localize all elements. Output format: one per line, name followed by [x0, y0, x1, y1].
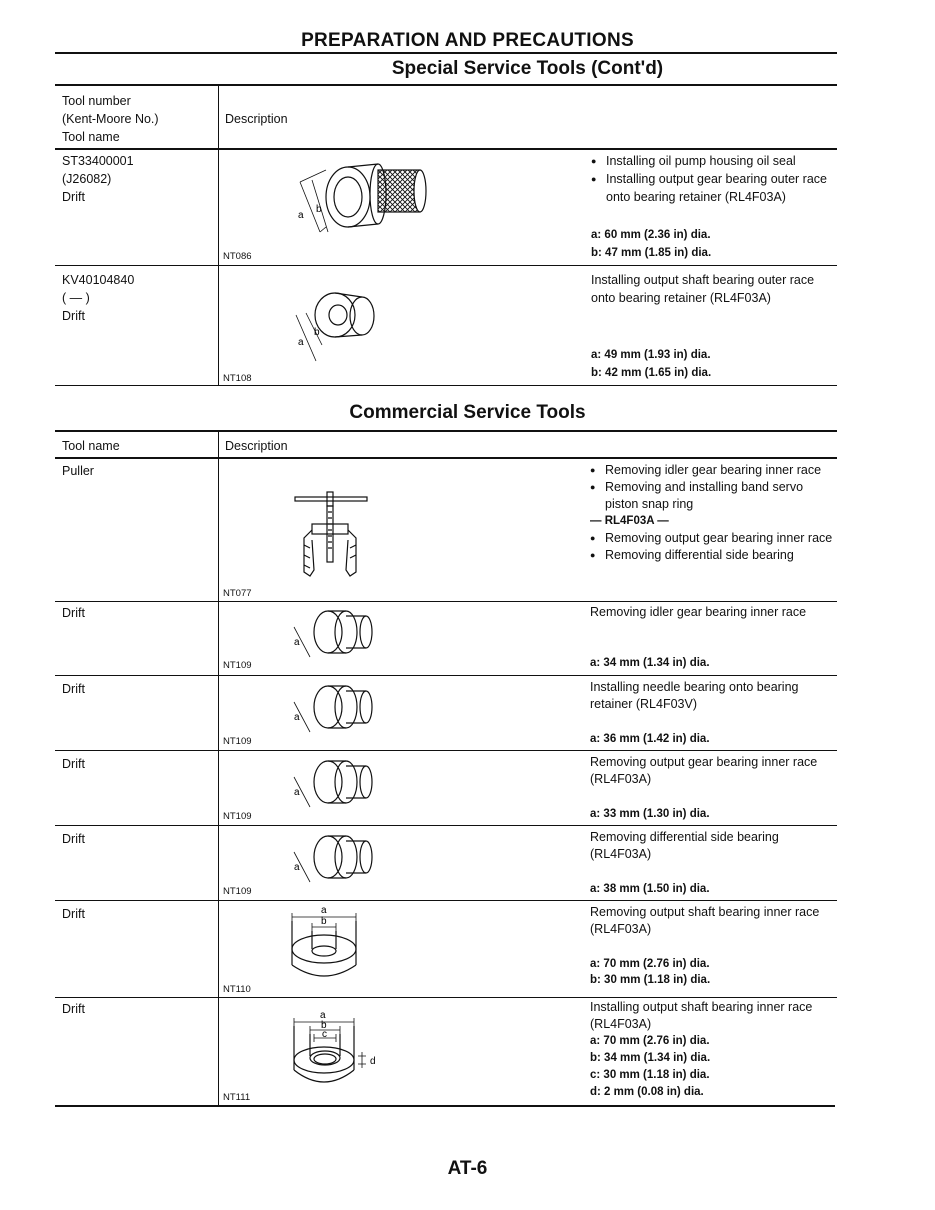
tool-description: Installing needle bearing onto bearing retainer (RL4F03V) [590, 680, 799, 711]
row-rule [55, 997, 837, 998]
title-rule [55, 52, 837, 54]
col-header-description: Description [225, 439, 288, 453]
description-bullet: ● Installing output gear bearing outer race onto bearing retainer (RL4F03A) [591, 170, 836, 206]
dimension-a: a: 60 mm (2.36 in) dia. [591, 229, 711, 241]
dim-b-label: b [314, 327, 320, 338]
tool-description: Removing output gear bearing inner race (RL4F03A) [590, 755, 818, 786]
page-subtitle: Special Service Tools (Cont'd) [391, 58, 664, 79]
figure-number: NT109 [223, 886, 252, 897]
dim-b-label: b [321, 916, 327, 927]
tool-description: Removing idler gear bearing inner race [590, 605, 807, 619]
figure-number: NT110 [223, 984, 251, 995]
special-table-divider [218, 86, 219, 386]
dim-d-label: d [370, 1056, 376, 1067]
dimension-a: a: 49 mm (1.93 in) dia. [591, 349, 711, 361]
col-header-kent-moore: (Kent-Moore No.) [62, 112, 159, 126]
dimension-a: a: 34 mm (1.34 in) dia. [590, 657, 710, 669]
tool-description: Removing differential side bearing (RL4F03A) [590, 830, 779, 861]
kent-moore-number: ( — ) [62, 291, 90, 305]
tool-name: Drift [62, 1002, 85, 1016]
tool-name: Drift [62, 190, 85, 204]
figure-number: NT086 [223, 251, 252, 262]
row-rule [55, 900, 837, 901]
commercial-header-rule [55, 457, 837, 459]
dimension-b: b: 30 mm (1.18 in) dia. [590, 974, 711, 986]
tool-name: Puller [62, 464, 94, 478]
stepped-ring-drift-icon [286, 1008, 396, 1098]
col-header-tool-name: Tool name [62, 130, 120, 144]
tool-description: Installing output shaft bearing inner race (RL4F03A) [590, 1000, 813, 1031]
drift-with-knurled-handle-icon [290, 152, 440, 252]
tool-number: ST33400001 [62, 154, 134, 168]
row-rule [55, 825, 837, 826]
dim-a-label: a [294, 712, 300, 723]
figure-number: NT077 [223, 588, 252, 599]
tool-name: Drift [62, 907, 85, 921]
section-title: Commercial Service Tools [349, 402, 586, 423]
col-header-tool-name: Tool name [62, 439, 120, 453]
dimension-d: d: 2 mm (0.08 in) dia. [590, 1086, 704, 1098]
dim-a-label: a [294, 862, 300, 873]
row-rule [55, 750, 837, 751]
tool-name: Drift [62, 309, 85, 323]
dimension-c: c: 30 mm (1.18 in) dia. [590, 1069, 710, 1081]
special-table-top-rule [55, 84, 837, 86]
dimension-b: b: 34 mm (1.34 in) dia. [590, 1052, 711, 1064]
dim-a-label: a [298, 210, 304, 221]
col-header-tool-number: Tool number [62, 94, 131, 108]
tool-description: Removing output shaft bearing inner race (RL4F03A) [590, 905, 820, 936]
commercial-table-top-rule [55, 430, 837, 432]
drift-icon [290, 285, 390, 370]
model-label: — RL4F03A — [590, 515, 669, 527]
tool-name: Drift [62, 682, 85, 696]
dimension-b: b: 42 mm (1.65 in) dia. [591, 367, 712, 379]
figure-number: NT109 [223, 811, 252, 822]
page-number: AT-6 [447, 1158, 488, 1179]
tool-description: Installing output shaft bearing outer race onto bearing retainer (RL4F03A) [591, 273, 815, 305]
dim-b-label: b [316, 204, 322, 215]
tool-description [590, 462, 835, 564]
dimension-b: b: 47 mm (1.85 in) dia. [591, 247, 712, 259]
figure-number: NT109 [223, 736, 252, 747]
dimension-a: a: 38 mm (1.50 in) dia. [590, 883, 710, 895]
tool-number: KV40104840 [62, 273, 135, 287]
commercial-table-divider [218, 432, 219, 1106]
row-rule [55, 675, 837, 676]
col-header-description: Description [225, 112, 288, 126]
figure-number: NT109 [223, 660, 252, 671]
puller-icon [290, 490, 370, 585]
dim-a-label: a [294, 637, 300, 648]
description-bullet: ● Removing differential side bearing [590, 547, 835, 564]
dim-c-label: c [322, 1029, 327, 1040]
dimension-a: a: 70 mm (2.76 in) dia. [590, 1035, 710, 1047]
stepped-drift-icon [288, 830, 383, 892]
figure-number: NT108 [223, 373, 252, 384]
dim-a-label: a [298, 337, 304, 348]
tool-name: Drift [62, 606, 85, 620]
tool-name: Drift [62, 832, 85, 846]
description-bullet: ● Removing idler gear bearing inner race [590, 462, 835, 479]
stepped-drift-icon [288, 680, 383, 742]
dim-a-label: a [321, 905, 327, 916]
dimension-a: a: 33 mm (1.30 in) dia. [590, 808, 710, 820]
stepped-drift-icon [288, 755, 383, 817]
figure-number: NT111 [223, 1092, 251, 1103]
row-rule [55, 601, 837, 602]
row-rule [55, 265, 837, 266]
tool-description [591, 152, 836, 206]
dim-b-label: b [321, 1020, 327, 1031]
dimension-a: a: 70 mm (2.76 in) dia. [590, 958, 710, 970]
special-header-rule [55, 148, 837, 150]
page-title: PREPARATION AND PRECAUTIONS [301, 30, 634, 51]
ring-drift-icon [286, 903, 366, 988]
description-bullet: ● Removing output gear bearing inner race [590, 530, 835, 547]
dim-a-label: a [294, 787, 300, 798]
description-bullet: ● Installing oil pump housing oil seal [591, 152, 836, 170]
dimension-a: a: 36 mm (1.42 in) dia. [590, 733, 710, 745]
commercial-table-bottom-rule [55, 1105, 835, 1107]
description-bullet: ● Removing and installing band servo piston snap ring [590, 479, 835, 513]
tool-name: Drift [62, 757, 85, 771]
stepped-drift-icon [288, 605, 383, 667]
special-table-bottom-rule [55, 385, 837, 386]
dim-a-label: a [320, 1010, 326, 1021]
kent-moore-number: (J26082) [62, 172, 112, 186]
